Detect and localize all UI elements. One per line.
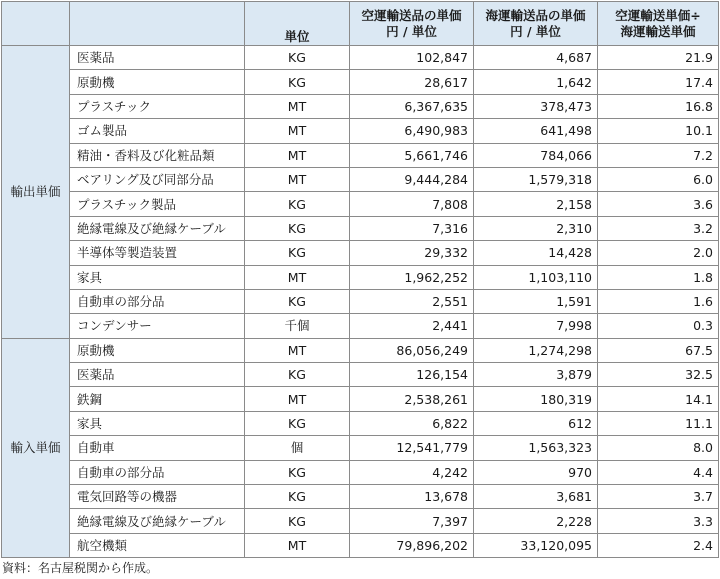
item-name-cell: 自動車 [70, 436, 245, 460]
ratio-cell: 0.3 [598, 314, 719, 338]
table-row [2, 216, 719, 240]
table-row [2, 241, 719, 265]
ratio-cell: 14.1 [598, 387, 719, 411]
table-row [2, 265, 719, 289]
item-name-cell: 航空機類 [70, 533, 245, 557]
air-price-cell: 2,538,261 [350, 387, 474, 411]
unit-cell: KG [245, 70, 350, 94]
section-label: 輸入単価 [2, 338, 70, 558]
item-name-cell: 鉄鋼 [70, 387, 245, 411]
unit-cell: KG [245, 411, 350, 435]
header-ratio [598, 2, 719, 46]
item-name-cell: 原動機 [70, 70, 245, 94]
item-name-cell: 原動機 [70, 338, 245, 362]
table-row [2, 143, 719, 167]
table-row [2, 411, 719, 435]
ratio-cell: 3.6 [598, 192, 719, 216]
table-row [2, 119, 719, 143]
header-air-price [350, 2, 474, 46]
table-row [2, 460, 719, 484]
unit-cell: KG [245, 216, 350, 240]
table-row [2, 387, 719, 411]
unit-cell: MT [245, 533, 350, 557]
item-name-cell: 自動車の部分品 [70, 289, 245, 313]
ratio-cell: 6.0 [598, 167, 719, 191]
ratio-cell: 8.0 [598, 436, 719, 460]
unit-cell: MT [245, 94, 350, 118]
header-air-price-line1: 空運輸送品の単価 [361, 7, 462, 23]
sea-price-cell: 2,158 [474, 192, 598, 216]
unit-cell: MT [245, 387, 350, 411]
ratio-cell: 1.6 [598, 289, 719, 313]
table-row [2, 363, 719, 387]
table-row [2, 509, 719, 533]
sea-price-cell: 1,274,298 [474, 338, 598, 362]
ratio-cell: 3.7 [598, 485, 719, 509]
ratio-cell: 11.1 [598, 411, 719, 435]
sea-price-cell: 2,228 [474, 509, 598, 533]
air-price-cell: 86,056,249 [350, 338, 474, 362]
table-row [2, 94, 719, 118]
item-name-cell: 絶縁電線及び絶縁ケーブル [70, 509, 245, 533]
table-row [2, 314, 719, 338]
unit-cell: MT [245, 338, 350, 362]
air-price-cell: 7,808 [350, 192, 474, 216]
table-row [2, 533, 719, 557]
header-item-blank [70, 2, 245, 46]
unit-cell: KG [245, 363, 350, 387]
item-name-cell: 精油・香料及び化粧品類 [70, 143, 245, 167]
ratio-cell: 2.0 [598, 241, 719, 265]
air-price-cell: 79,896,202 [350, 533, 474, 557]
ratio-cell: 3.2 [598, 216, 719, 240]
ratio-cell: 21.9 [598, 46, 719, 70]
item-name-cell: 医薬品 [70, 46, 245, 70]
table-row [2, 485, 719, 509]
item-name-cell: 絶縁電線及び絶縁ケーブル [70, 216, 245, 240]
item-name-cell: 医薬品 [70, 363, 245, 387]
air-price-cell: 7,397 [350, 509, 474, 533]
header-row [2, 2, 719, 46]
air-price-cell: 2,551 [350, 289, 474, 313]
unit-cell: KG [245, 289, 350, 313]
sea-price-cell: 612 [474, 411, 598, 435]
unit-cell: MT [245, 143, 350, 167]
sea-price-cell: 1,591 [474, 289, 598, 313]
air-price-cell: 6,490,983 [350, 119, 474, 143]
ratio-cell: 7.2 [598, 143, 719, 167]
air-price-cell: 7,316 [350, 216, 474, 240]
header-ratio-line1: 空運輸送単価÷ [615, 7, 701, 23]
unit-cell: KG [245, 460, 350, 484]
sea-price-cell: 1,103,110 [474, 265, 598, 289]
item-name-cell: プラスチック製品 [70, 192, 245, 216]
unit-cell: KG [245, 46, 350, 70]
air-price-cell: 5,661,746 [350, 143, 474, 167]
table-row [2, 167, 719, 191]
sea-price-cell: 1,579,318 [474, 167, 598, 191]
item-name-cell: ゴム製品 [70, 119, 245, 143]
sea-price-cell: 1,642 [474, 70, 598, 94]
item-name-cell: プラスチック [70, 94, 245, 118]
sea-price-cell: 641,498 [474, 119, 598, 143]
ratio-cell: 3.3 [598, 509, 719, 533]
sea-price-cell: 180,319 [474, 387, 598, 411]
air-price-cell: 4,242 [350, 460, 474, 484]
air-price-cell: 102,847 [350, 46, 474, 70]
sea-price-cell: 378,473 [474, 94, 598, 118]
air-price-cell: 29,332 [350, 241, 474, 265]
table-row [2, 338, 719, 362]
unit-cell: MT [245, 265, 350, 289]
unit-cell: KG [245, 241, 350, 265]
air-price-cell: 6,822 [350, 411, 474, 435]
unit-cell: KG [245, 192, 350, 216]
unit-price-table [1, 1, 719, 558]
ratio-cell: 32.5 [598, 363, 719, 387]
air-price-cell: 6,367,635 [350, 94, 474, 118]
air-price-cell: 2,441 [350, 314, 474, 338]
sea-price-cell: 1,563,323 [474, 436, 598, 460]
sea-price-cell: 784,066 [474, 143, 598, 167]
unit-cell: 千個 [245, 314, 350, 338]
air-price-cell: 28,617 [350, 70, 474, 94]
ratio-cell: 10.1 [598, 119, 719, 143]
header-air-price-line2: 円 / 単位 [386, 23, 437, 39]
table-row [2, 46, 719, 70]
table-header [2, 2, 719, 46]
unit-cell: 個 [245, 436, 350, 460]
item-name-cell: 自動車の部分品 [70, 460, 245, 484]
sea-price-cell: 33,120,095 [474, 533, 598, 557]
unit-price-table-container [1, 1, 719, 558]
ratio-cell: 1.8 [598, 265, 719, 289]
sea-price-cell: 2,310 [474, 216, 598, 240]
source-note: 資料：名古屋税関から作成。 [2, 561, 159, 575]
unit-cell: KG [245, 485, 350, 509]
header-category-blank [2, 2, 70, 46]
item-name-cell: 家具 [70, 411, 245, 435]
air-price-cell: 9,444,284 [350, 167, 474, 191]
item-name-cell: 半導体等製造装置 [70, 241, 245, 265]
air-price-cell: 1,962,252 [350, 265, 474, 289]
table-row [2, 192, 719, 216]
unit-cell: MT [245, 119, 350, 143]
ratio-cell: 67.5 [598, 338, 719, 362]
table-row [2, 70, 719, 94]
ratio-cell: 16.8 [598, 94, 719, 118]
item-name-cell: 電気回路等の機器 [70, 485, 245, 509]
section-label: 輸出単価 [2, 46, 70, 339]
header-sea-price-line2: 円 / 単位 [510, 23, 561, 39]
air-price-cell: 126,154 [350, 363, 474, 387]
header-ratio-line2: 海運輸送単価 [620, 23, 696, 39]
header-unit: 単位 [245, 2, 350, 46]
item-name-cell: コンデンサー [70, 314, 245, 338]
air-price-cell: 12,541,779 [350, 436, 474, 460]
unit-cell: MT [245, 167, 350, 191]
header-sea-price-line1: 海運輸送品の単価 [485, 7, 586, 23]
sea-price-cell: 14,428 [474, 241, 598, 265]
ratio-cell: 17.4 [598, 70, 719, 94]
ratio-cell: 2.4 [598, 533, 719, 557]
table-row [2, 436, 719, 460]
sea-price-cell: 970 [474, 460, 598, 484]
sea-price-cell: 7,998 [474, 314, 598, 338]
sea-price-cell: 3,879 [474, 363, 598, 387]
item-name-cell: ベアリング及び同部分品 [70, 167, 245, 191]
table-body [2, 46, 719, 558]
air-price-cell: 13,678 [350, 485, 474, 509]
header-sea-price [474, 2, 598, 46]
ratio-cell: 4.4 [598, 460, 719, 484]
sea-price-cell: 4,687 [474, 46, 598, 70]
item-name-cell: 家具 [70, 265, 245, 289]
table-row [2, 289, 719, 313]
unit-cell: KG [245, 509, 350, 533]
sea-price-cell: 3,681 [474, 485, 598, 509]
